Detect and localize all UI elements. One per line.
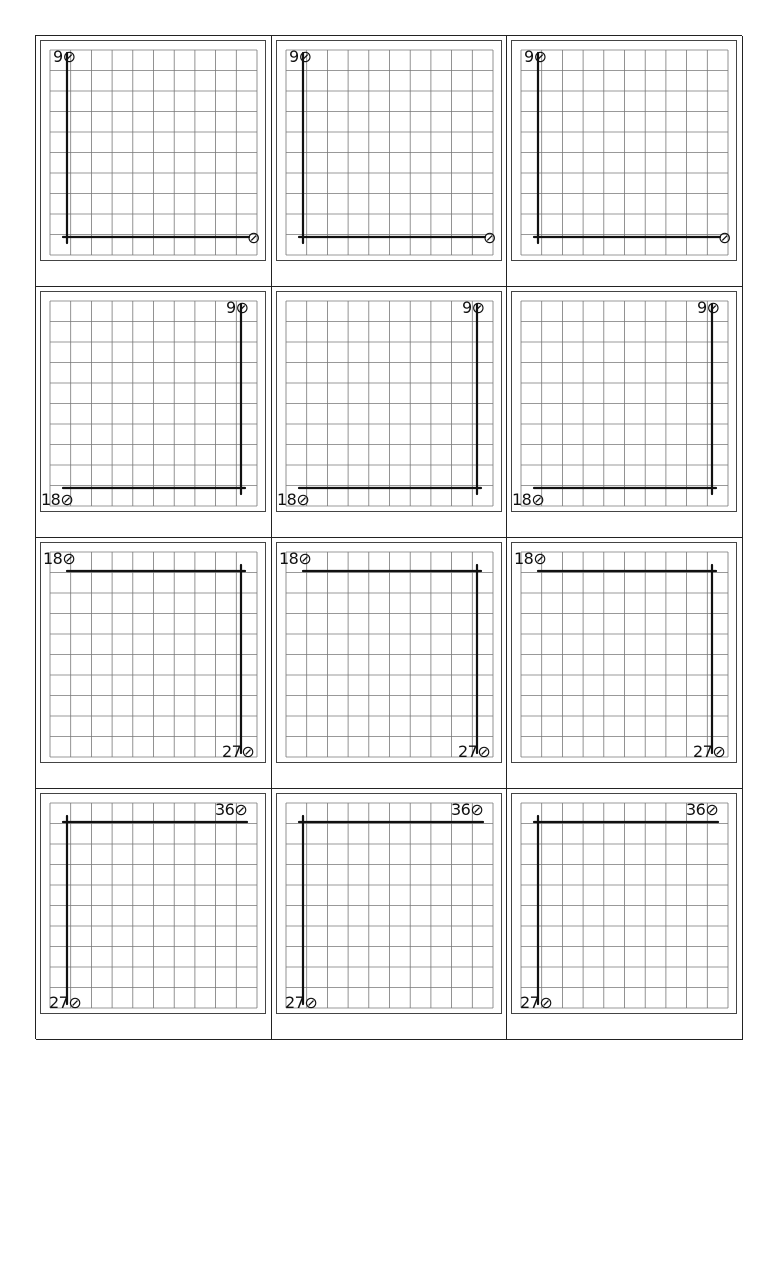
axes — [299, 53, 485, 243]
grid-drawing — [41, 794, 265, 1013]
axis-label-top: 9⊘ — [226, 298, 249, 317]
grid-lines — [286, 50, 493, 255]
axis-label-bottom: 27⊘ — [222, 742, 255, 761]
axis-label-right: ⊘ — [483, 228, 496, 247]
graph-paper-sheet — [35, 35, 742, 1039]
grid-lines — [50, 803, 257, 1008]
axis-label-bottom: 27⊘ — [285, 993, 318, 1012]
grid-lines — [521, 50, 728, 255]
graph-cell — [272, 789, 507, 1040]
grid-drawing — [512, 41, 736, 260]
axis-label-top: 36⊘ — [215, 800, 248, 819]
grid-lines — [286, 301, 493, 506]
grid-drawing — [41, 292, 265, 511]
axis-label-top: 18⊘ — [514, 549, 547, 568]
axis-label-left: 18⊘ — [512, 490, 545, 509]
graph-cell — [507, 538, 743, 789]
axis-label-bottom: 27⊘ — [520, 993, 553, 1012]
graph-cell — [507, 36, 743, 287]
grid-drawing — [41, 543, 265, 762]
grid-lines — [286, 803, 493, 1008]
axis-label-top: 18⊘ — [279, 549, 312, 568]
grid-lines — [521, 552, 728, 757]
graph-cell — [507, 789, 743, 1040]
graph-paper-panel — [40, 542, 266, 763]
axis-label-right: ⊘ — [247, 228, 260, 247]
graph-cell — [36, 789, 272, 1040]
grid-lines — [521, 301, 728, 506]
axis-label-top: 9⊘ — [524, 47, 547, 66]
axes — [299, 304, 481, 494]
graph-cell — [272, 538, 507, 789]
graph-paper-panel — [511, 40, 737, 261]
axis-label-top: 9⊘ — [53, 47, 76, 66]
axis-label-top: 36⊘ — [451, 800, 484, 819]
axis-label-top: 9⊘ — [697, 298, 720, 317]
graph-cell — [36, 36, 272, 287]
grid-drawing — [277, 292, 501, 511]
graph-cell — [507, 287, 743, 538]
axis-label-top: 9⊘ — [462, 298, 485, 317]
axis-label-bottom: 27⊘ — [49, 993, 82, 1012]
graph-cell — [272, 36, 507, 287]
grid-drawing — [41, 41, 265, 260]
grid-lines — [50, 552, 257, 757]
axes — [63, 304, 245, 494]
axes — [534, 53, 720, 243]
grid-drawing — [512, 292, 736, 511]
graph-cell — [36, 287, 272, 538]
graph-paper-panel — [276, 40, 502, 261]
axis-label-left: 18⊘ — [277, 490, 310, 509]
grid-lines — [50, 50, 257, 255]
graph-paper-panel — [40, 793, 266, 1014]
axis-label-bottom: 27⊘ — [458, 742, 491, 761]
grid-drawing — [277, 41, 501, 260]
axis-label-right: ⊘ — [718, 228, 731, 247]
graph-paper-panel — [511, 291, 737, 512]
grid-lines — [521, 803, 728, 1008]
axis-label-top: 9⊘ — [289, 47, 312, 66]
grid-drawing — [277, 794, 501, 1013]
axes — [63, 53, 249, 243]
axis-label-left: 18⊘ — [41, 490, 74, 509]
graph-paper-panel — [40, 40, 266, 261]
graph-paper-panel — [276, 291, 502, 512]
axis-label-top: 18⊘ — [43, 549, 76, 568]
grid-drawing — [512, 794, 736, 1013]
axis-label-top: 36⊘ — [686, 800, 719, 819]
graph-paper-panel — [511, 793, 737, 1014]
axes — [534, 304, 716, 494]
grid-drawing — [277, 543, 501, 762]
grid-lines — [50, 301, 257, 506]
graph-paper-panel — [276, 793, 502, 1014]
graph-cell — [36, 538, 272, 789]
axis-label-bottom: 27⊘ — [693, 742, 726, 761]
graph-paper-panel — [276, 542, 502, 763]
graph-paper-panel — [511, 542, 737, 763]
grid-lines — [286, 552, 493, 757]
graph-paper-panel — [40, 291, 266, 512]
graph-cell — [272, 287, 507, 538]
grid-drawing — [512, 543, 736, 762]
